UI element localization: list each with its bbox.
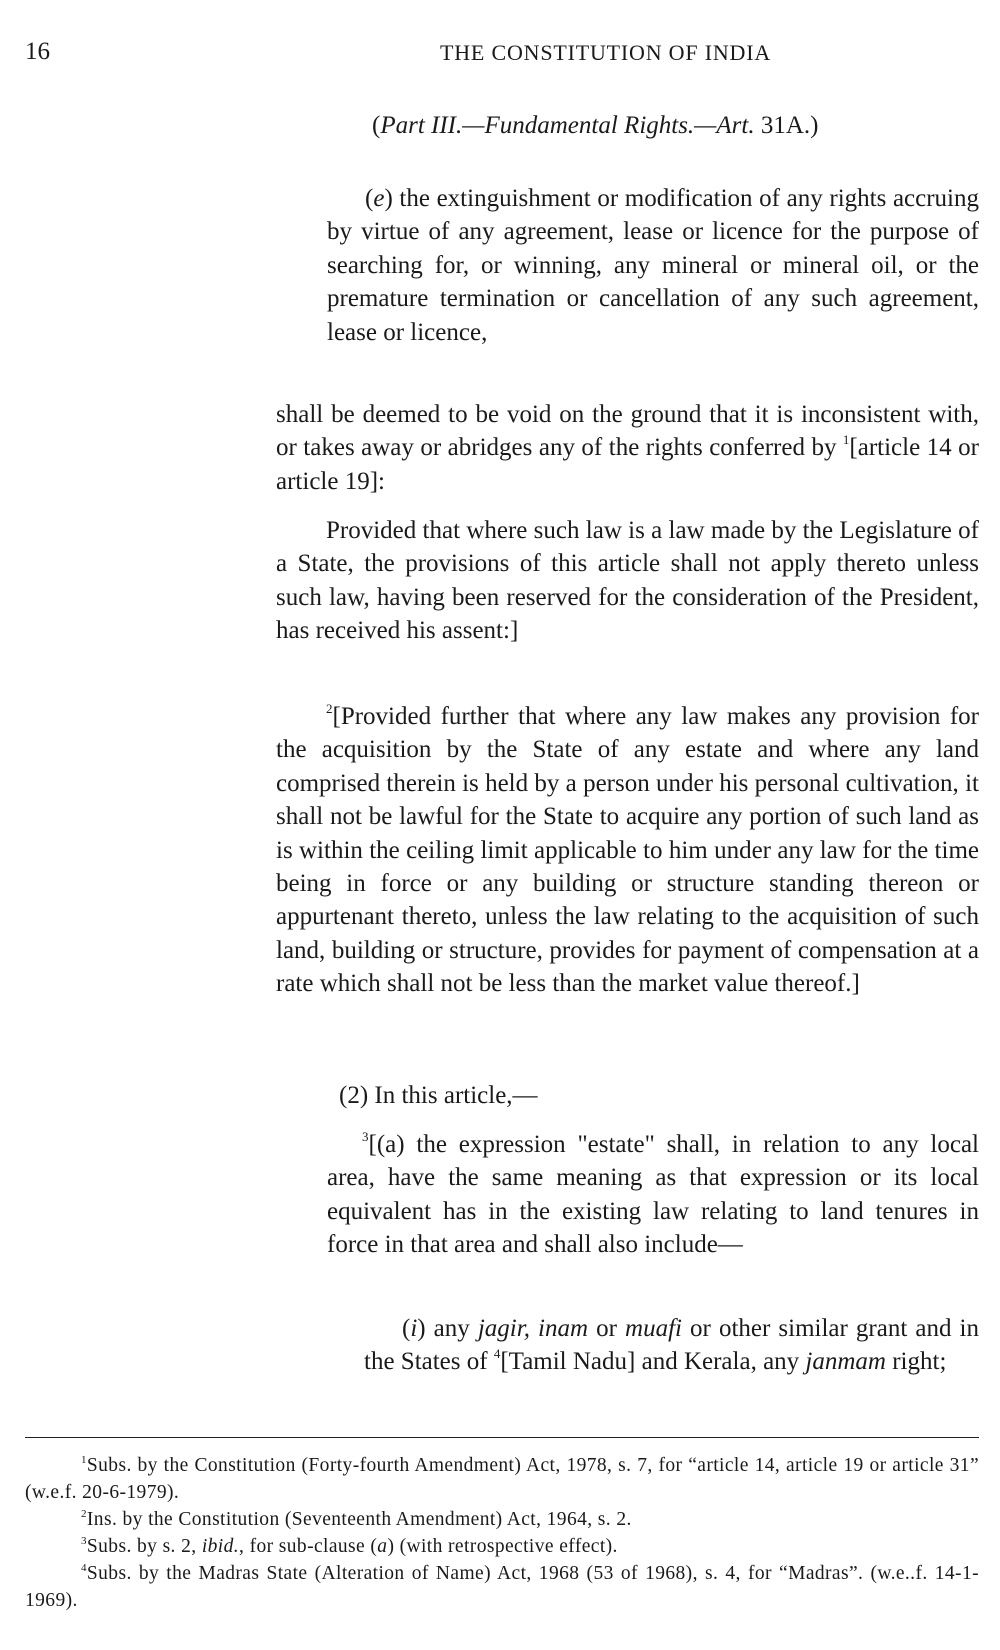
shall-text-before: shall be deemed to be void on the ground that it is inconsistent with, or takes away or abridges any of the rights conferred by: [276, 401, 979, 462]
footnote-3-after: ) (with retrospective effect).: [387, 1536, 618, 1557]
part-heading: [372, 112, 819, 140]
footnote-3-num: 3: [81, 1535, 87, 1547]
footnote-3-middle: , for sub-clause (: [239, 1536, 378, 1557]
clause-i-text1: or other similar grant and in the States of: [364, 1315, 979, 1376]
part-heading-article: 31A.: [754, 112, 811, 139]
footnote-3-a: a: [377, 1536, 388, 1557]
clause-e-label: e: [373, 185, 385, 212]
clause-e: (e) the extinguishment or modification of any rights accruing by virtue of any agreement, lease or licence for the purpose of searching for, or winning, any mineral or mineral oil, or the premature termination or cancellation of any such agreement, lease or licence,: [327, 185, 979, 346]
proviso-2-text: [Provided further that where any law makes any provision for the acquisition by the State of any estate and where any land comprised therein is held by a person under his personal cultivation, it shall not be lawful for the State to acquire any portion of such land as is within the ceiling limit applicable to him under any law for the time being in force or any building or structure standing thereon or appurtenant thereto, unless the law relating to the acquisition of such land, building or structure, provides for payment of compensation at a rate which shall not be less than the market value thereof.]: [276, 703, 979, 998]
footnote-2: [25, 1507, 979, 1534]
footnote-4-text: Subs. by the Madras State (Alteration of Name) Act, 1968 (53 of 1968), s. 4, for “Madras”. (w.e..f. 14-1-1969).: [25, 1563, 979, 1611]
footnote-ref-4: 4: [493, 1346, 501, 1362]
footnote-3-ibid: ibid.: [201, 1536, 240, 1557]
running-head: THE CONSTITUTION OF INDIA: [440, 40, 772, 65]
clause-a: [327, 1128, 979, 1262]
footnote-3-before: Subs. by s. 2,: [86, 1536, 202, 1557]
part-heading-open: (: [372, 112, 381, 139]
footnote-1-num: 1: [81, 1454, 87, 1466]
clause-i-or: or: [588, 1315, 626, 1342]
footnote-ref-3: 3: [362, 1129, 369, 1144]
page-number: 16: [25, 38, 50, 65]
footnote-ref-1: 1: [842, 432, 850, 448]
footnote-1-text: Subs. by the Constitution (Forty-fourth Amendment) Act, 1978, s. 7, for “article 14, article 19 or article 31” (w.e.f. 20-6-1979).: [25, 1455, 979, 1503]
shall-text-after: [article 14 or article 19]:: [276, 434, 979, 495]
clause-i-text2: [Tamil Nadu] and Kerala, any: [500, 1348, 806, 1376]
clause-i-text3: right;: [885, 1348, 947, 1376]
shall-paragraph: [276, 398, 979, 498]
footnote-1: [25, 1453, 979, 1507]
footnote-ref-2: 2: [326, 701, 333, 716]
footnote-3: [25, 1534, 979, 1561]
part-heading-close: ): [810, 112, 819, 139]
footnote-divider: [25, 1437, 979, 1438]
clause-a-text: [(a) the expression "estate" shall, in relation to any local area, have the same meaning as that expression or its local equivalent has in the existing law relating to land tenures in force in that area and shall also include—: [327, 1131, 979, 1259]
footnote-4-num: 4: [81, 1562, 87, 1574]
footnote-2-num: 2: [81, 1508, 87, 1520]
clause-i-label: i: [410, 1315, 418, 1342]
proviso-1-text: Provided that where such law is a law made by the Legislature of a State, the provisions of this article shall not apply thereto unless such law, having been reserved for the consideration of the President, has received his assent:]: [276, 517, 979, 645]
clause-i-any: any: [425, 1315, 478, 1342]
part-heading-text: Part III.—Fundamental Rights.—Art.: [380, 112, 755, 139]
clause-i-muafi: muafi: [625, 1315, 682, 1342]
clause-i-janmam: janmam: [805, 1348, 886, 1376]
clause-2-text: (2) In this article,—: [339, 1082, 538, 1109]
clause-2: [339, 1079, 979, 1112]
proviso-2: [276, 700, 979, 1001]
clause-i-jagir: jagir, inam: [477, 1315, 589, 1342]
footnote-4: [25, 1561, 979, 1615]
footnote-2-text: Ins. by the Constitution (Seventeenth Amendment) Act, 1964, s. 2.: [86, 1509, 632, 1530]
clause-i: (i) any jagir, inam or muafi or other similar grant and in the States of $^4$[Tamil Nadu] and Kerala, any janmam right;: [364, 1315, 979, 1376]
proviso-1: [276, 514, 979, 648]
clause-e-text: the extinguishment or modification of any rights accruing by virtue of any agreement, lease or licence for the purpose of searching for, or winning, any mineral or mineral oil, or the premature termination or cancellation of any such agreement, lease or licence,: [327, 185, 979, 346]
